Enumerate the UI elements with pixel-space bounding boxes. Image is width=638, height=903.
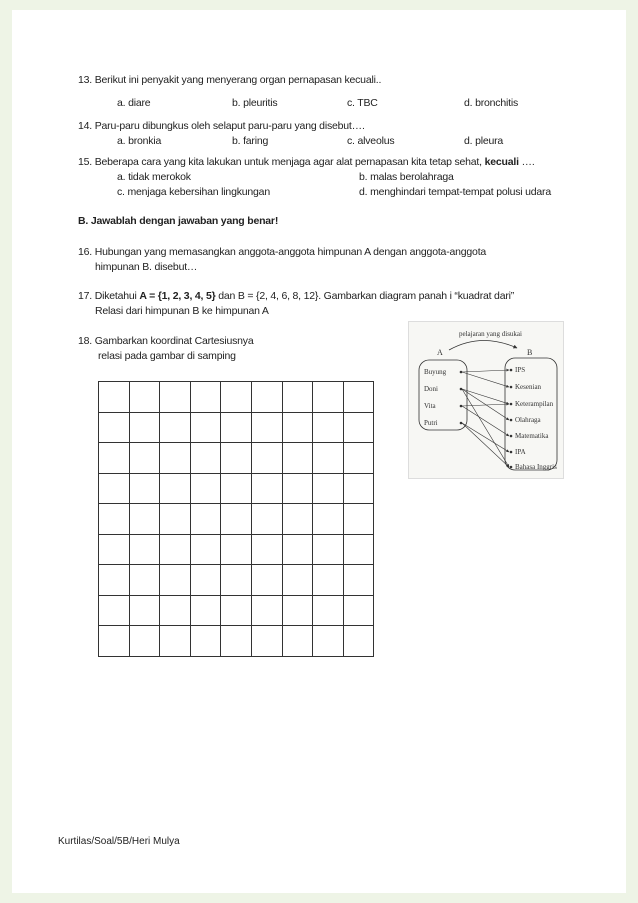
set-b-dot [510, 369, 513, 372]
set-b-item: Kesenian [515, 383, 542, 391]
q17-set-a: A = {1, 2, 3, 4, 5} [139, 290, 216, 302]
grid-cell [99, 443, 130, 474]
grid-cell [160, 565, 191, 596]
q15-option-d: d. menghindari tempat-tempat polusi udara [359, 186, 551, 198]
section-b-heading: B. Jawablah dengan jawaban yang benar! [78, 215, 279, 227]
grid-cell [99, 565, 130, 596]
grid-cell [343, 382, 374, 413]
q13-option-d: d. bronchitis [464, 97, 519, 109]
grid-cell [221, 565, 252, 596]
grid-cell [313, 626, 344, 657]
grid-cell [160, 504, 191, 535]
q14-option-c: c. alveolus [347, 135, 395, 147]
relation-arc [449, 340, 517, 350]
question-18: 18. Gambarkan koordinat Cartesiusnya [78, 335, 254, 347]
q15-option-b: b. malas berolahraga [359, 171, 454, 183]
set-b-dot [510, 466, 513, 469]
grid-cell [343, 412, 374, 443]
relation-arrow [462, 423, 509, 467]
set-b-oval [505, 358, 557, 470]
question-16: 16. Hubungan yang memasangkan anggota-anggota himpunan A dengan anggota-anggota [78, 246, 487, 258]
set-a-item: Buyung [424, 368, 447, 376]
grid-cell [313, 565, 344, 596]
q15-ellipsis: …. [518, 156, 535, 168]
grid-cell [160, 443, 191, 474]
q15-option-a: a. tidak merokok [117, 171, 191, 183]
grid-cell [190, 443, 221, 474]
grid-cell [251, 412, 282, 443]
relation-arrow [462, 389, 509, 467]
set-b-item: IPA [515, 448, 526, 456]
relation-arrow [462, 389, 509, 404]
grid-cell [190, 382, 221, 413]
q13-option-a: a. diare [117, 97, 151, 109]
grid-cell [160, 626, 191, 657]
relation-arrow [462, 406, 509, 436]
q14-option-b: b. faring [232, 135, 269, 147]
grid-cell [221, 473, 252, 504]
grid-cell [282, 412, 313, 443]
grid-cell [129, 565, 160, 596]
grid-cell [129, 473, 160, 504]
grid-cell [99, 504, 130, 535]
set-b-item: Keterampilan [515, 400, 554, 408]
grid-cell [313, 473, 344, 504]
grid-cell [313, 534, 344, 565]
grid-cell [251, 534, 282, 565]
grid-cell [99, 412, 130, 443]
relation-label: pelajaran yang disukai [459, 330, 522, 338]
grid-cell [160, 412, 191, 443]
grid-cell [160, 534, 191, 565]
grid-cell [313, 595, 344, 626]
grid-cell [190, 473, 221, 504]
set-b-item: IPS [515, 366, 526, 374]
set-b-item: Matematika [515, 432, 549, 440]
grid-cell [282, 565, 313, 596]
arrow-diagram [408, 321, 564, 479]
grid-cell [343, 534, 374, 565]
question-17-line2: Relasi dari himpunan B ke himpunan A [95, 305, 269, 317]
set-b-dot [510, 451, 513, 454]
q17-text: 17. Diketahui [78, 290, 140, 302]
grid-cell [343, 565, 374, 596]
q14-option-d: d. pleura [464, 135, 504, 147]
grid-cell [251, 565, 282, 596]
grid-cell [343, 473, 374, 504]
grid-cell [99, 382, 130, 413]
grid-row [99, 595, 374, 626]
question-13: 13. Berikut ini penyakit yang menyerang organ pernapasan kecuali.. [78, 74, 382, 86]
set-a-item: Putri [424, 419, 438, 427]
question-16-line2: himpunan B. disebut… [95, 261, 198, 273]
grid-cell [221, 412, 252, 443]
grid-cell [160, 382, 191, 413]
grid-cell [99, 534, 130, 565]
grid-cell [129, 534, 160, 565]
grid-cell [221, 382, 252, 413]
set-a-dot [460, 405, 463, 408]
grid-cell [221, 626, 252, 657]
grid-cell [313, 382, 344, 413]
grid-cell [282, 595, 313, 626]
grid-cell [313, 443, 344, 474]
q15-text: 15. Beberapa cara yang kita lakukan untuk menjaga agar alat pernapasan kita tetap sehat, [78, 156, 485, 168]
grid-cell [160, 473, 191, 504]
grid-row [99, 382, 374, 413]
grid-cell [282, 626, 313, 657]
arrow-diagram-svg [409, 322, 563, 478]
grid-cell [251, 473, 282, 504]
q14-option-a: a. bronkia [117, 135, 162, 147]
question-15 [78, 156, 535, 168]
grid-cell [190, 565, 221, 596]
grid-cell [251, 595, 282, 626]
grid-cell [282, 473, 313, 504]
grid-cell [129, 595, 160, 626]
grid-cell [160, 595, 191, 626]
set-a-dot [460, 371, 463, 374]
grid-cell [251, 626, 282, 657]
grid-cell [190, 504, 221, 535]
grid-cell [251, 504, 282, 535]
grid-cell [190, 534, 221, 565]
set-b-dot [510, 403, 513, 406]
grid-cell [99, 473, 130, 504]
grid-cell [221, 443, 252, 474]
grid-cell [221, 534, 252, 565]
grid-cell [282, 504, 313, 535]
grid-cell [129, 504, 160, 535]
set-b-dot [510, 419, 513, 422]
set-a-dot [460, 388, 463, 391]
grid-cell [190, 412, 221, 443]
grid-row [99, 504, 374, 535]
grid-cell [221, 595, 252, 626]
q15-emphasis: kecuali [484, 156, 519, 168]
grid-cell [129, 443, 160, 474]
grid-cell [313, 412, 344, 443]
q17-text-rest: dan B = {2, 4, 6, 8, 12}. Gambarkan diagram panah i “kuadrat dari” [215, 290, 515, 302]
relation-arrow [462, 423, 509, 452]
q15-option-c: c. menjaga kebersihan lingkungan [117, 186, 270, 198]
grid-cell [282, 382, 313, 413]
grid-cell [343, 595, 374, 626]
grid-cell [99, 626, 130, 657]
grid-cell [251, 443, 282, 474]
set-b-dot [510, 435, 513, 438]
grid-row [99, 626, 374, 657]
grid-cell [282, 443, 313, 474]
grid-cell [251, 382, 282, 413]
set-a-label: A [437, 348, 443, 357]
question-14: 14. Paru-paru dibungkus oleh selaput paru-paru yang disebut…. [78, 120, 365, 132]
footer: Kurtilas/Soal/5B/Heri Mulya [58, 836, 180, 847]
grid-cell [129, 382, 160, 413]
grid-cell [99, 595, 130, 626]
grid-cell [343, 504, 374, 535]
grid-cell [129, 412, 160, 443]
grid-row [99, 565, 374, 596]
q13-option-c: c. TBC [347, 97, 378, 109]
grid-cell [190, 595, 221, 626]
grid-cell [343, 443, 374, 474]
cartesian-grid [98, 381, 374, 657]
grid-row [99, 412, 374, 443]
set-a-dot [460, 422, 463, 425]
set-a-item: Doni [424, 385, 438, 393]
grid-cell [282, 534, 313, 565]
grid-cell [221, 504, 252, 535]
q13-option-b: b. pleuritis [232, 97, 278, 109]
grid-row [99, 534, 374, 565]
grid-row [99, 443, 374, 474]
question-17 [78, 290, 514, 302]
question-18-line2: relasi pada gambar di samping [98, 350, 236, 362]
grid-cell [343, 626, 374, 657]
set-b-item: Olahraga [515, 416, 541, 424]
grid-cell [129, 626, 160, 657]
relation-arrow [462, 372, 509, 387]
set-b-item: Bahasa Inggris [515, 463, 557, 471]
set-b-dot [510, 386, 513, 389]
grid-row [99, 473, 374, 504]
relation-arrow [462, 370, 509, 372]
grid-cell [190, 626, 221, 657]
grid-cell [313, 504, 344, 535]
set-a-item: Vita [424, 402, 436, 410]
set-b-label: B [527, 348, 533, 357]
